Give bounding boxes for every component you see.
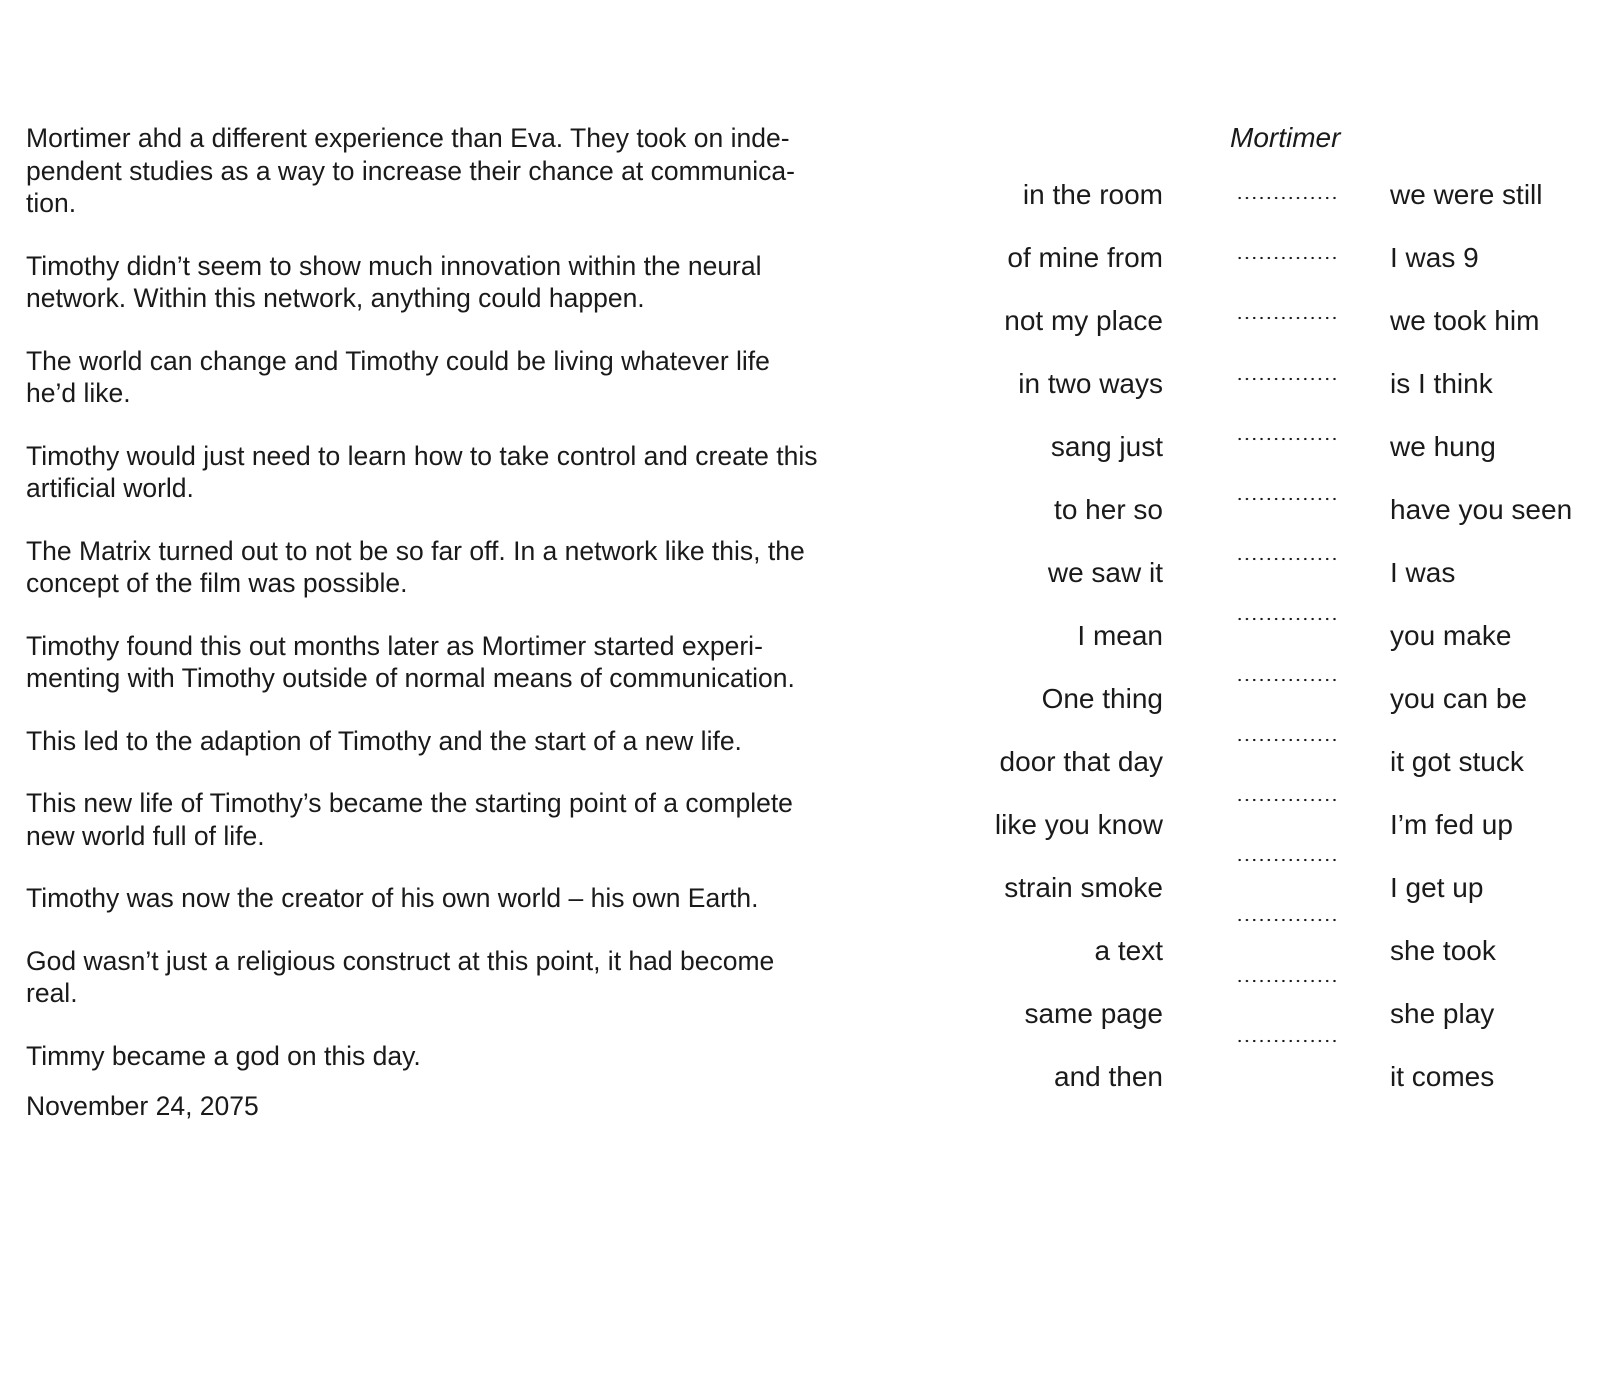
poem-left-phrase: like you know [994,809,1163,840]
poem-right-phrase: we hung [1390,431,1496,462]
dotted-leader [1236,437,1338,441]
dotted-leader [1236,738,1338,742]
poem-right-phrase: I was [1390,557,1456,588]
poem-left-phrase: strain smoke [1004,872,1163,903]
poem-right-phrase: you make [1390,620,1512,651]
poem-left-phrase: same page [1024,998,1163,1029]
poem-left-phrase: sang just [1050,431,1163,462]
narrative-text [26,122,826,1153]
dotted-leader [1236,1039,1338,1043]
poem-right-phrase: we took him [1390,305,1540,336]
dotted-leader [1236,196,1338,200]
poem-left-phrase: One thing [1041,683,1163,714]
dotted-leader [1236,256,1338,260]
dotted-leader [1236,497,1338,501]
poem [990,0,1604,1388]
poem-right-phrase: it comes [1390,1061,1495,1092]
paragraph: Mortimer ahd a different experience than Eva. They took on inde-pendent studies as a way to increase their chance at communica-tion. [26,123,795,218]
paragraph: This new life of Timothy’s became the starting point of a complete new world full of life. [26,788,793,851]
paragraph: The world can change and Timothy could be living whatever life he’d like. [26,345,770,408]
dotted-leader [1236,918,1338,922]
paragraph: The Matrix turned out to not be so far off. In a network like this, the concept of the film was possible. [26,535,805,598]
dotted-leader [1236,979,1338,983]
poem-left-phrase: of mine from [1007,242,1163,273]
date-line: November 24, 2075 [26,1091,259,1121]
paragraph: Timothy would just need to learn how to take control and create this artificial world. [26,440,818,503]
paragraph: God wasn’t just a religious construct at this point, it had become real. [26,945,775,1008]
poem-left-phrase: door that day [999,746,1163,777]
paragraph: Timothy didn’t seem to show much innovation within the neural network. Within this network, anything could happen. [26,250,762,313]
dotted-leader [1236,858,1338,862]
dotted-leader [1236,557,1338,561]
paragraph: Timothy was now the creator of his own world – his own Earth. [26,883,759,913]
dotted-leader [1236,798,1338,802]
poem-left-phrase: a text [1094,935,1163,966]
poem-right-phrase: is I think [1390,368,1493,399]
poem-left-phrase: to her so [1054,494,1163,525]
poem-left-phrase: we saw it [1047,557,1163,588]
dotted-leader [1236,678,1338,682]
paragraph: This led to the adaption of Timothy and the start of a new life. [26,725,742,756]
poem-left-phrase: and then [1054,1061,1163,1092]
poem-right-phrase: I get up [1390,872,1484,903]
dotted-leader [1236,617,1338,621]
poem-right-phrase: I’m fed up [1390,809,1513,840]
poem-right-phrase: you can be [1390,683,1527,714]
poem-right-phrase: we were still [1390,179,1543,210]
paragraph: Timothy found this out months later as Mortimer started experi-menting with Timothy outside of normal means of communication. [26,630,795,693]
poem-left-phrase: in the room [1022,179,1163,210]
paragraph: Timmy became a god on this day. [26,1040,421,1071]
poem-right-phrase: she took [1390,935,1496,966]
poem-right-phrase: she play [1390,998,1495,1029]
poem-right-phrase: it got stuck [1390,746,1524,777]
poem-left-phrase: I mean [1077,620,1163,651]
poem-right-phrase: I was 9 [1390,242,1479,273]
poem-left-phrase: not my place [1004,305,1163,336]
dotted-leader [1236,377,1338,381]
poem-title: Mortimer [1230,122,1341,153]
poem-left-phrase: in two ways [1018,368,1163,399]
poem-right-phrase: have you seen [1390,494,1573,525]
dotted-leader [1236,316,1338,320]
